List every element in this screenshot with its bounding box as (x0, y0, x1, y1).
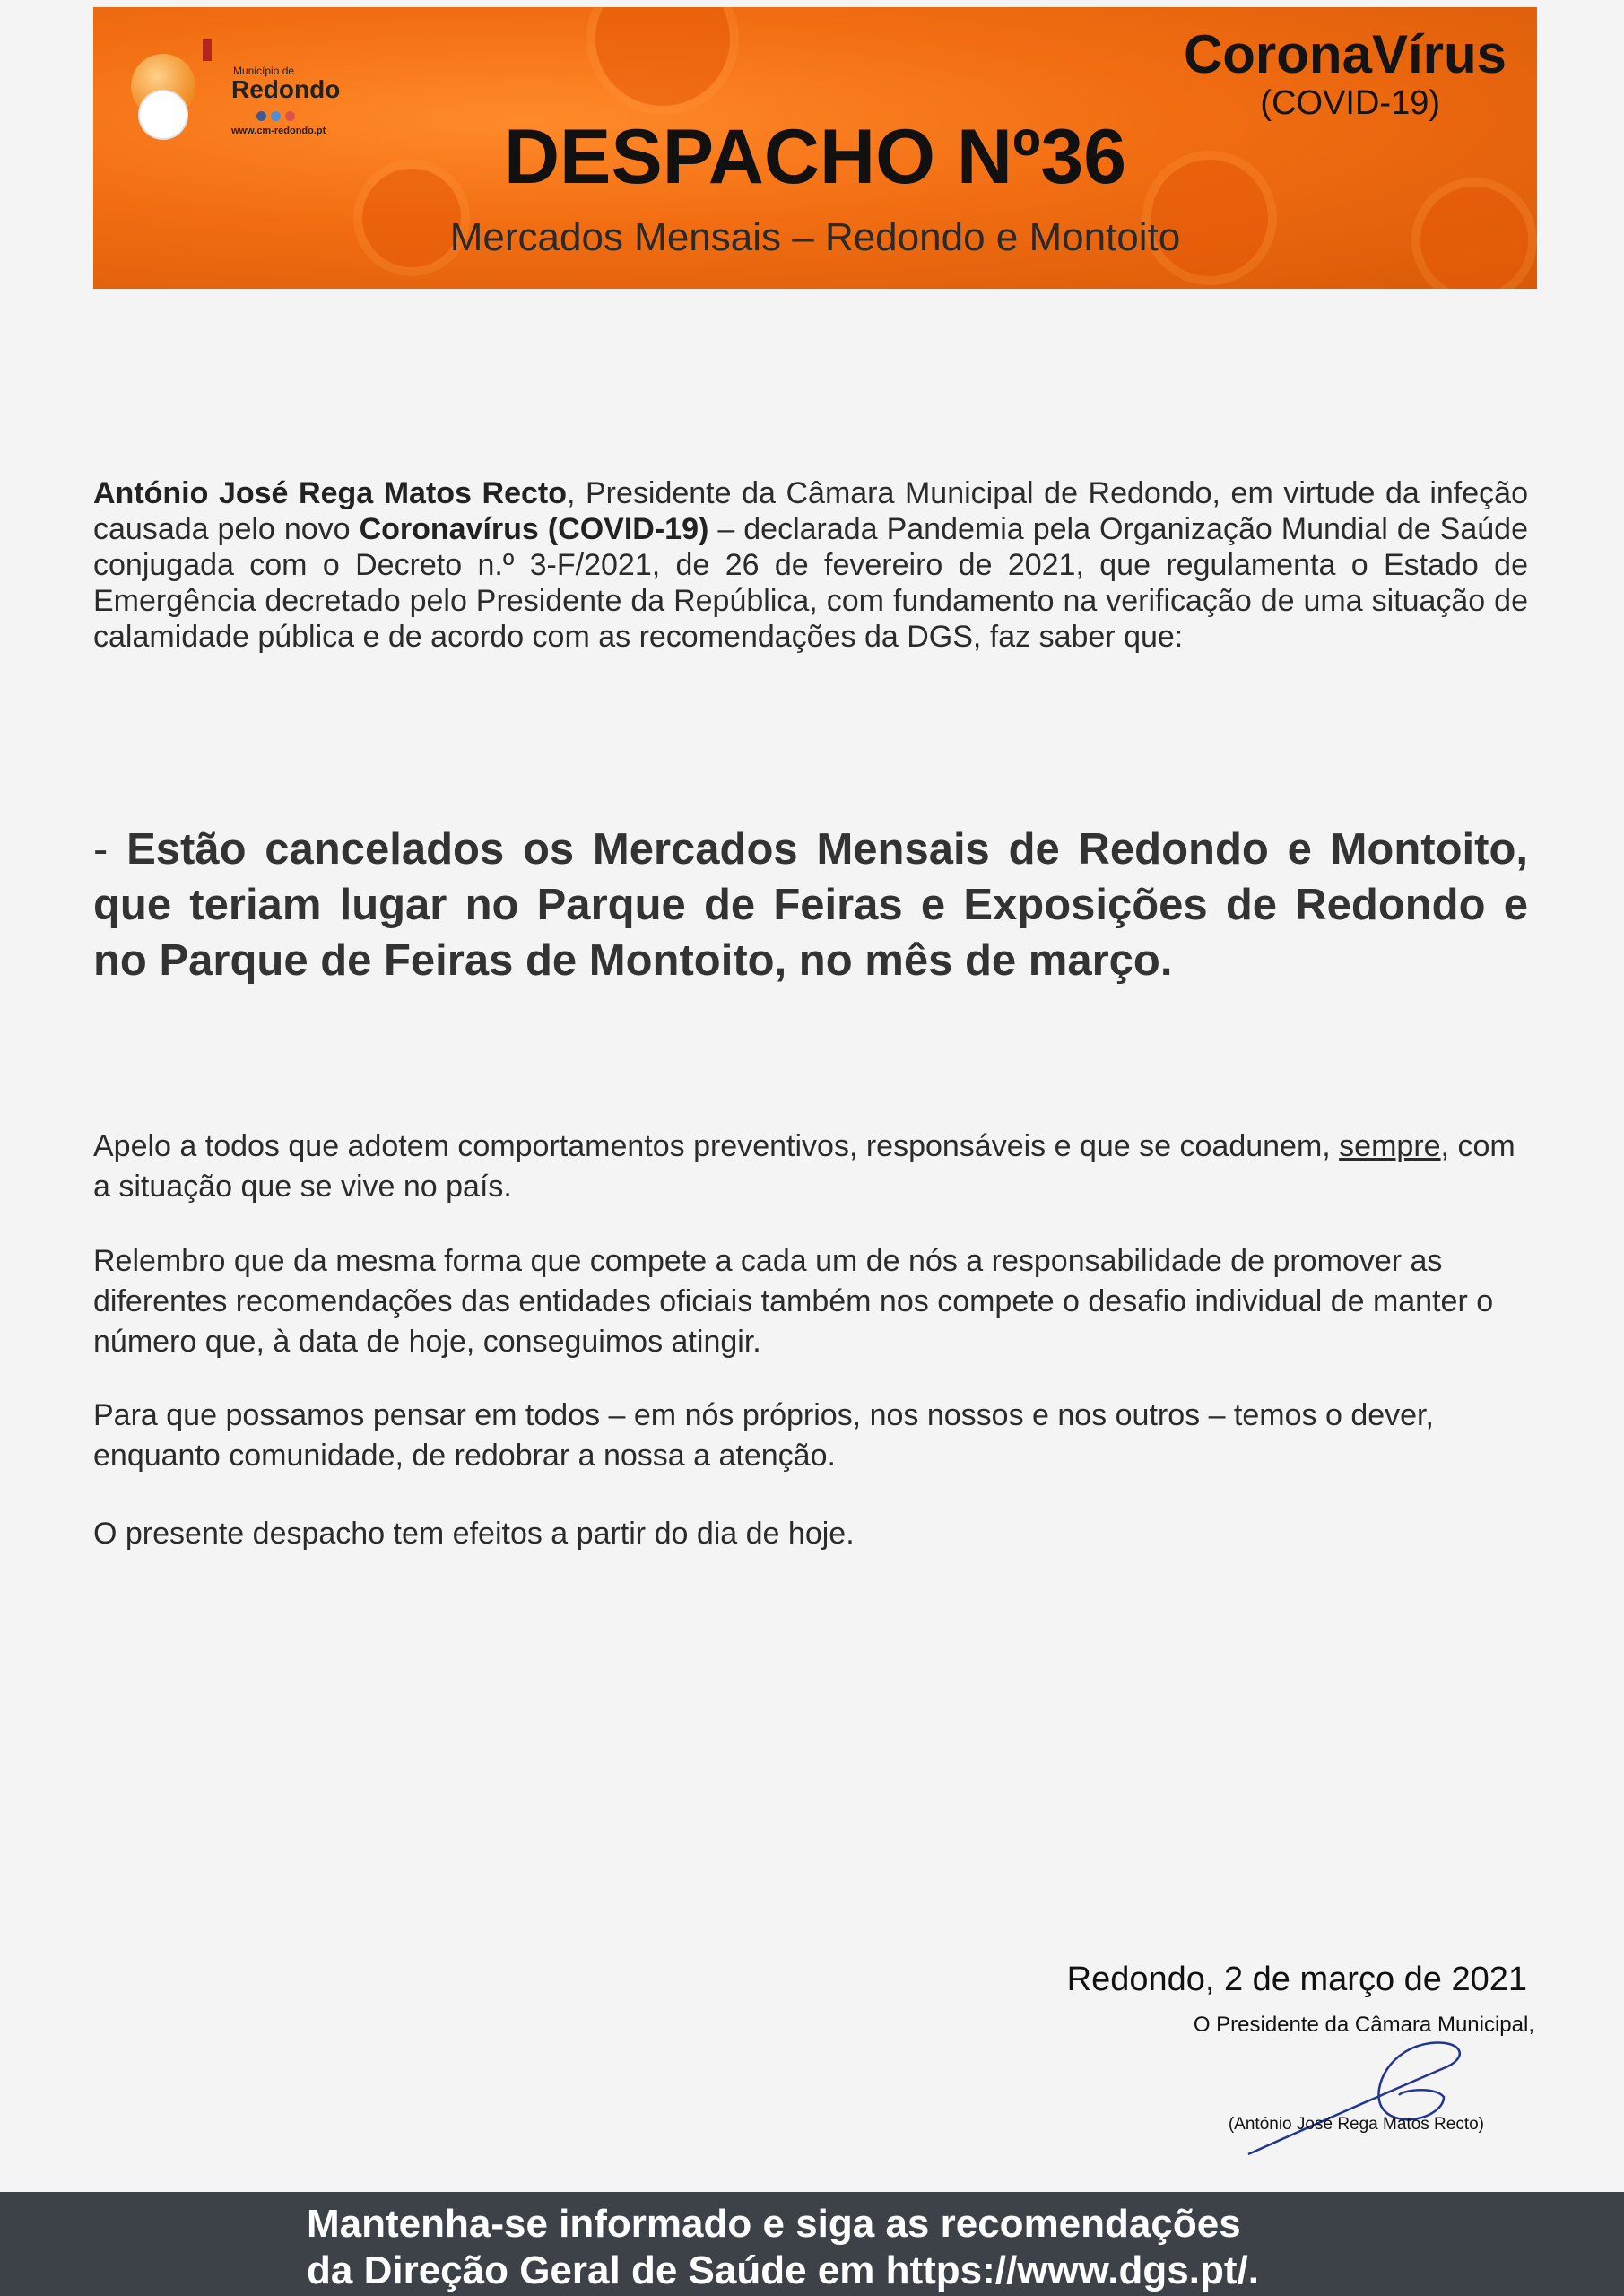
paragraph-reminder: Relembro que da mesma forma que compete a cada um de nós a responsabilidade de promover as diferentes recomendações das entidades oficiais também nos compete o desafio individual de manter o número que, à data de hoje, conseguimos atingir. (93, 1244, 1494, 1359)
banner-subtitle: Mercados Mensais – Redondo e Montoito (449, 215, 1181, 259)
signature-name: (António José Rega Matos Recto) (1228, 2115, 1484, 2134)
paragraph-effect: O presente despacho tem efeitos a partir do dia de hoje. (93, 1517, 855, 1551)
president-name: António José Rega Matos Recto (93, 476, 567, 510)
logo-name: Redondo (231, 75, 341, 103)
signature-role: O Presidente da Câmara Municipal, (1193, 2013, 1534, 2037)
footer-text (307, 2201, 1259, 2294)
announcement (93, 822, 1528, 988)
appeal-text-a: Apelo a todos que adotem comportamentos preventivos, responsáveis e que se coadunem, (93, 1129, 1340, 1163)
despacho-title: DESPACHO Nº36 (503, 114, 1127, 200)
footer-line-1: Mantenha-se informado e siga as recomendações (307, 2202, 1241, 2246)
intro-text-b: – declarada Pandemia pela Organização Mundial de Saúde conjugada com o Decreto n.º 3-F/2021, de 26 de fevereiro de 2021, que regulamenta o Estado de Emergência decretado pelo Presidente da República, com fundamento na verificação de uma situação de calamidade pública e de acordo com as recomendações da DGS, faz saber que: (93, 512, 1528, 654)
logo-small-text: Município de (233, 65, 295, 77)
handwritten-signature (1246, 2032, 1471, 2158)
paragraph-appeal (93, 1126, 1528, 1207)
virus-name: Coronavírus (COVID-19) (359, 512, 709, 546)
paragraph-community: Para que possamos pensar em todos – em nós próprios, nos nossos e nos outros – temos o dever, enquanto comunidade, de redobrar a nossa a atenção. (93, 1398, 1434, 1473)
virus-decoration (595, 7, 730, 106)
corona-subtitle: (COVID-19) (1260, 84, 1440, 122)
intro-paragraph (93, 475, 1528, 655)
appeal-underline: sempre (1339, 1129, 1441, 1163)
logo-tower-icon (203, 39, 212, 61)
logo-url: www.cm-redondo.pt (231, 126, 326, 136)
appeal-text-b: , com a situação que se vive no país. (93, 1129, 1515, 1204)
announcement-text: Estão cancelados os Mercados Mensais de Redondo e Montoito, que teriam lugar no Parque de Feiras e Exposições de Redondo e no Parque de Feiras de Montoito, no mês de março. (93, 825, 1528, 985)
footer-bar (0, 2192, 1624, 2296)
intro-text-a: , Presidente da Câmara Municipal de Redondo, em virtude da infeção causada pelo novo (93, 476, 1528, 546)
signature-date: Redondo, 2 de março de 2021 (1066, 1961, 1527, 1998)
corona-title: CoronaVírus (1183, 24, 1507, 84)
footer-line-2: da Direção Geral de Saúde em https://www.dgs.pt/. (307, 2248, 1259, 2292)
header-banner (93, 7, 1537, 289)
announcement-dash: - (93, 825, 127, 874)
